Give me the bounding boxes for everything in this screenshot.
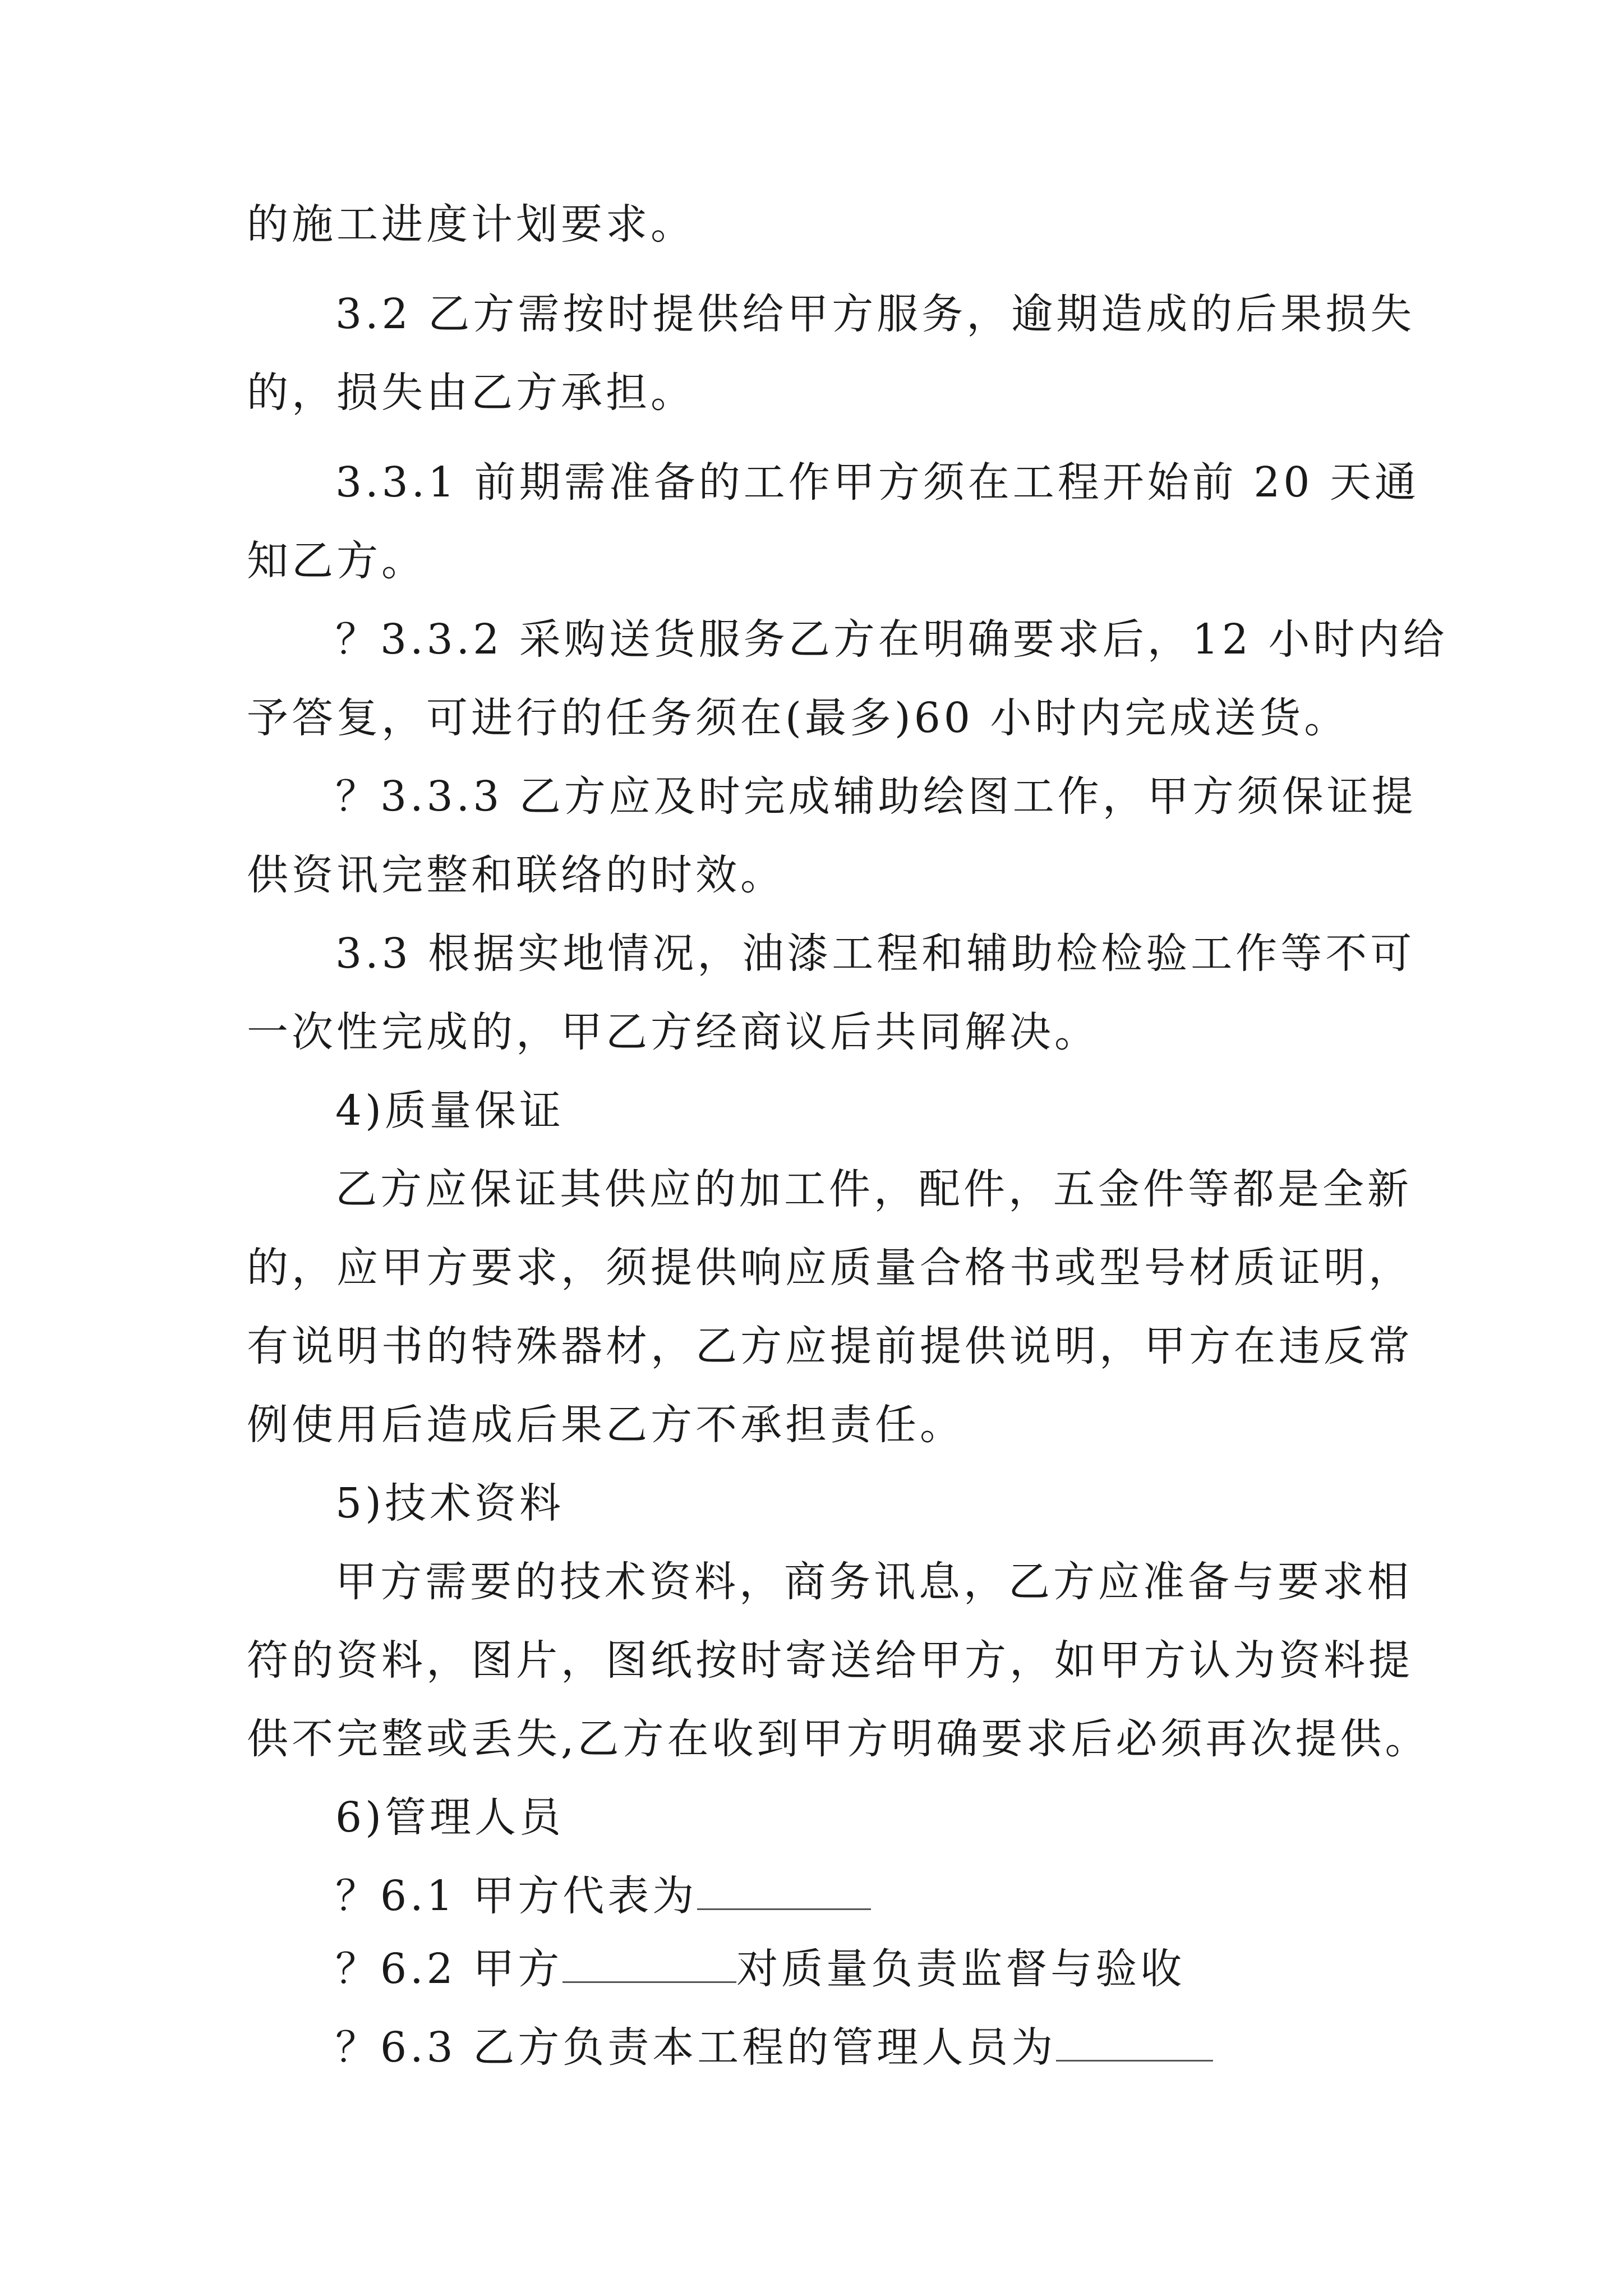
fill-in-line xyxy=(335,1868,1479,1924)
paragraph-line: 一次性完成的，甲乙方经商议后共同解决。 xyxy=(247,1008,1099,1056)
fill-in-label: ？6.3 乙方负责本工程的管理人员为 xyxy=(335,2023,1057,2072)
paragraph-line: 乙方应保证其供应的加工件，配件，五金件等都是全新 xyxy=(335,1165,1412,1213)
paragraph-line: 3.3.1 前期需准备的工作甲方须在工程开始前 20 天通 xyxy=(335,458,1420,507)
paragraph-line: 有说明书的特殊器材，乙方应提前提供说明，甲方在违反常 xyxy=(247,1322,1413,1370)
paragraph-line: 的，损失由乙方承担。 xyxy=(247,369,695,417)
blank-underline[interactable] xyxy=(562,1942,736,1983)
paragraph-line: 供资讯完整和联络的时效。 xyxy=(247,851,785,899)
paragraph-line: 予答复，可进行的任务须在(最多)60 小时内完成送货。 xyxy=(247,694,1349,742)
blank-underline[interactable] xyxy=(697,1869,871,1910)
paragraph-line: 符的资料，图片，图纸按时寄送给甲方，如甲方认为资料提 xyxy=(247,1636,1413,1685)
fill-in-label: ？6.1 甲方代表为 xyxy=(335,1872,698,1920)
fill-in-label: 对质量负责监督与验收 xyxy=(736,1945,1186,1993)
paragraph-line: 的施工进度计划要求。 xyxy=(247,200,695,249)
paragraph-line: 的，应甲方要求，须提供响应质量合格书或型号材质证明， xyxy=(247,1244,1413,1292)
section-heading: 6)管理人员 xyxy=(335,1793,564,1842)
paragraph-line: 例使用后造成后果乙方不承担责任。 xyxy=(247,1401,965,1449)
paragraph-line: ？3.3.2 采购送货服务乙方在明确要求后，12 小时内给 xyxy=(335,615,1448,664)
fill-in-line xyxy=(335,2019,1479,2076)
fill-in-label: ？6.2 甲方 xyxy=(335,1945,563,1993)
blank-underline[interactable] xyxy=(1056,2021,1213,2062)
section-heading: 5)技术资料 xyxy=(335,1479,564,1527)
paragraph-line: ？3.3.3 乙方应及时完成辅助绘图工作，甲方须保证提 xyxy=(335,772,1417,821)
paragraph-line: 3.3 根据实地情况，油漆工程和辅助检检验工作等不可 xyxy=(335,930,1415,978)
section-heading: 4)质量保证 xyxy=(335,1087,564,1135)
fill-in-line xyxy=(335,1941,1479,1997)
paragraph-line: 知乙方。 xyxy=(247,537,426,585)
paragraph-line: 甲方需要的技术资料，商务讯息，乙方应准备与要求相 xyxy=(335,1558,1412,1606)
paragraph-line: 供不完整或丢失,乙方在收到甲方明确要求后必须再次提供。 xyxy=(247,1715,1430,1763)
paragraph-line: 3.2 乙方需按时提供给甲方服务，逾期造成的后果损失 xyxy=(335,290,1415,338)
